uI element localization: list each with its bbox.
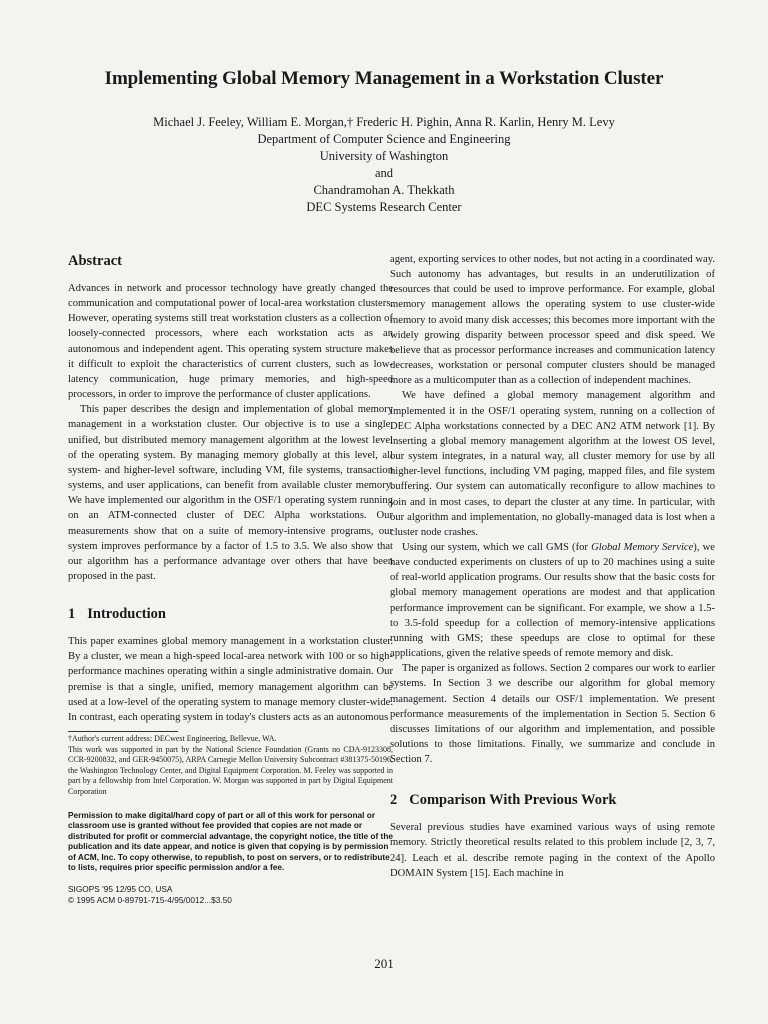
right-paragraph-4: The paper is organized as follows. Section 2 compares our work to earlier systems. In Section 3 we describe our algorithm for global memory management. Section 4 details our OSF/1 implementation. We present performance measurements of the implementation in Section 5. Section 6 discusses limitations of our algorithm and implementation, and possible solutions to those limitations. Finally, we summarize and conclude in Section 7. — [390, 663, 715, 766]
left-column — [68, 252, 393, 906]
right-paragraph-1: agent, exporting services to other nodes, but not acting in a coordinated way. Such autonomy has advantages, but results in an underutilization of resources that could be used to improve performance. For example, global memory management allows the operating system to use cluster-wide memory to avoid many disk accesses; this becomes more important with the widely growing disparity between processor speed and disk speed. We believe that as processor performance increases and communication latency decreases, workstation or personal computer clusters should be managed more as a multicomputer than as a collection of independent machines. — [390, 254, 715, 387]
footnote-funding: This work was supported in part by the National Science Foundation (Grants no CDA-9123308, CCR-9200832, and GER-9450075), ARPA Carnegie Mellon University Subcontract #381375-50196, the Washington Technology Center, and Digital Equipment Corporation. M. Feeley was supported in part by a fellowship from Intel Corporation. W. Morgan was supported in part by Digital Equipment Corporation — [68, 744, 393, 797]
section-number: 1 — [68, 606, 76, 623]
right-paragraph-2: We have defined a global memory management algorithm and implemented it in the OSF/1 operating system, running on a collection of DEC Alpha workstations connected by a DEC AN2 ATM network [1]. By inserting a global memory management algorithm at the lowest OS level, our system integrates, in a natural way, all cluster memory for use by all higher-level functions, including VM paging, mapped files, and file system buffering. Our system can automatically reconfigure to allow machines to join and in most cases, to depart the cluster at any time. In particular, with our algorithm and implementation, no globally-managed data is lost when a cluster node crashes. — [390, 390, 715, 538]
section-title: Introduction — [87, 606, 166, 623]
affiliation-university: University of Washington — [319, 149, 449, 163]
second-author: Chandramohan A. Thekkath — [313, 183, 455, 197]
page-number: 201 — [374, 956, 394, 971]
abstract-heading: Abstract — [68, 253, 122, 269]
conference-info — [68, 884, 393, 906]
emphasis-run: Global Memory Service — [591, 541, 694, 553]
text-run: Using our system, which we call GMS (for — [402, 541, 592, 553]
conference-line: SIGOPS '95 12/95 CO, USA — [68, 883, 173, 894]
abstract-paragraph-1: Advances in network and processor technology have greatly changed the communication and computational power of local-area workstation clusters. However, operating systems still treat workstation clusters as a collection of loosely-connected processors, where each workstation acts as an autonomous and independent agent. This operating system structure makes it difficult to exploit the characteristics of current clusters, such as low-latency communication, huge primary memories, and high-speed processors, in order to improve the performance of cluster applications. — [68, 283, 393, 401]
comparison-heading — [390, 791, 715, 809]
right-column — [390, 252, 715, 881]
affiliation-and: and — [374, 166, 394, 180]
footnote-rule — [68, 731, 178, 732]
affiliation-dec: DEC Systems Research Center — [306, 200, 462, 214]
right-paragraph-3 — [390, 540, 715, 661]
abstract-paragraph-2: This paper describes the design and implementation of global memory management in a workstation cluster. Our objective is to use a single, unified, but distributed memory management algorithm at the lowest level of the operating system. By managing memory globally at this level, all system- and higher-level software, including VM, file systems, transaction systems, and user applications, can benefit from available cluster memory. We have implemented our algorithm in the OSF/1 operating system running on an ATM-connected cluster of DEC Alpha workstations. Our measurements show that on a suite of memory-intensive programs, our system improves performance by a factor of 1.5 to 3.5. We also show that our algorithm has a performance advantage over others that have been proposed in the past. — [68, 404, 393, 582]
section-number: 2 — [390, 792, 398, 809]
author-block — [0, 114, 768, 216]
introduction-heading — [68, 605, 393, 623]
introduction-paragraph-1: This paper examines global memory management in a workstation cluster. By a cluster, we mean a high-speed local-area network with 100 or so high-performance machines operating within a single administrative domain. Our premise is that a single, unified, memory management algorithm can be used at a low-level of the operating system to manage memory cluster-wide. In contrast, each operating system in today's clusters acts as an autonomous — [68, 636, 393, 723]
authors-line: Michael J. Feeley, William E. Morgan,† Frederic H. Pighin, Anna R. Karlin, Henry M. Levy — [153, 115, 615, 129]
footnote-author-address: †Author's current address: DECwest Engineering, Bellevue, WA. — [68, 734, 277, 744]
paper-title: Implementing Global Memory Management in a Workstation Cluster — [104, 68, 664, 89]
affiliation-department: Department of Computer Science and Engineering — [257, 132, 511, 146]
text-run: ), we have conducted experiments on clusters of up to 20 machines using a suite of real-world application programs. Our results show that the basic costs for global memory management operations are modest and that application performance improvement can be significant. For example, we show a 1.5- to 3.5-fold speedup for a collection of memory-intensive applications running with GMS; these speedups are close to optimal for these applications, given the relative speeds of remote memory and disk. — [390, 541, 715, 660]
comparison-paragraph-1: Several previous studies have examined various ways of using remote memory. Strictly theoretical results related to this problem include [2, 3, 7, 24]. Leach et al. describe remote paging in the context of the Apollo DOMAIN System [15]. Each machine in — [390, 822, 715, 879]
copyright-line: © 1995 ACM 0-89791-715-4/95/0012...$3.50 — [68, 894, 232, 905]
permission-notice: Permission to make digital/hard copy of part or all of this work for personal or classroom use is granted without fee provided that copies are not made or distributed for profit or commercial advantage, the copyright notice, the title of the publication and its date appear, and notice is given that copying is by permission of ACM, Inc. To copy otherwise, to republish, to post on servers, or to redistribute to lists, requires prior specific permission and/or a fee. — [68, 809, 393, 873]
section-title: Comparison With Previous Work — [409, 792, 617, 809]
